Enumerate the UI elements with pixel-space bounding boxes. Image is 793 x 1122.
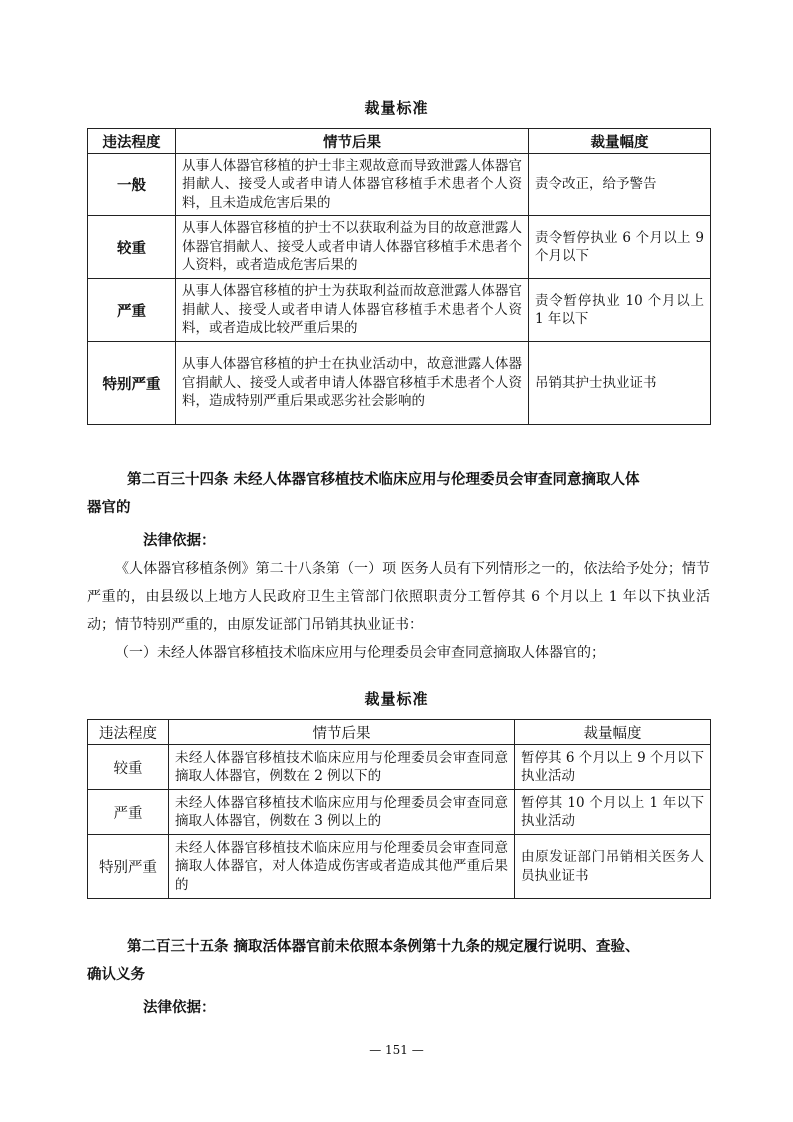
severity-cell: 特别严重 — [88, 342, 176, 425]
penalty-cell: 由原发证部门吊销相关医务人员执业证书 — [515, 835, 711, 899]
header-severity: 违法程度 — [88, 129, 176, 154]
penalty-cell: 暂停其 6 个月以上 9 个月以下执业活动 — [515, 745, 711, 790]
penalty-cell: 暂停其 10 个月以上 1 年以下执业活动 — [515, 790, 711, 835]
severity-cell: 一般 — [88, 154, 176, 216]
facts-cell: 未经人体器官移植技术临床应用与伦理委员会审查同意摘取人体器官，例数在 2 例以下的 — [169, 745, 515, 790]
law-basis-label: 法律依据： — [143, 533, 216, 549]
facts-cell: 从事人体器官移植的护士不以获取利益为目的故意泄露人体器官捐献人、接受人或者申请人体器官移植手术患者个人资料，或者造成危害后果的 — [176, 216, 529, 279]
severity-cell: 较重 — [88, 216, 176, 279]
penalty-cell: 责令暂停执业 10 个月以上 1 年以下 — [529, 279, 711, 342]
article-234-title-line2: 器官的 — [87, 500, 131, 516]
table-row — [88, 216, 711, 279]
article-234-title-line1: 第二百三十四条 未经人体器官移植技术临床应用与伦理委员会审查同意摘取人体 — [127, 472, 640, 488]
facts-cell: 从事人体器官移植的护士在执业活动中，故意泄露人体器官捐献人、接受人或者申请人体器官移植手术患者个人资料，造成特别严重后果或恶劣社会影响的 — [176, 342, 529, 425]
table2-caption: 裁量标准 — [364, 690, 429, 708]
article-235-title — [87, 933, 710, 961]
table-row — [88, 279, 711, 342]
table-row — [88, 835, 711, 899]
facts-cell: 从事人体器官移植的护士非主观故意而导致泄露人体器官捐献人、接受人或者申请人体器官移植手术患者个人资料，且未造成危害后果的 — [176, 154, 529, 216]
table1-caption: 裁量标准 — [364, 99, 429, 117]
law-basis-label: 法律依据： — [143, 1000, 216, 1016]
article-234-title — [87, 466, 710, 494]
table-header-row — [88, 720, 711, 745]
article-235-title-line2: 确认义务 — [87, 967, 145, 983]
article-235-title-cont — [87, 961, 710, 989]
facts-cell: 未经人体器官移植技术临床应用与伦理委员会审查同意摘取人体器官，对人体造成伤害或者造成其他严重后果的 — [169, 835, 515, 899]
article-234-title-cont — [87, 494, 710, 522]
header-facts: 情节后果 — [176, 129, 529, 154]
law-basis-paragraph: 《人体器官移植条例》第二十八条第（一）项 医务人员有下列情形之一的，依法给予处分；情节严重的，由县级以上地方人民政府卫生主管部门依照职责分工暂停其 6 个月以上 1 年以下执业活动；情节特别严重的，由原发证部门吊销其执业证书： — [87, 561, 710, 633]
severity-cell: 特别严重 — [88, 835, 169, 899]
header-penalty: 裁量幅度 — [529, 129, 711, 154]
penalty-cell: 责令暂停执业 6 个月以上 9 个月以下 — [529, 216, 711, 279]
table-row — [88, 745, 711, 790]
severity-cell: 严重 — [88, 279, 176, 342]
discretion-table-1 — [87, 128, 711, 425]
article-235-title-line1: 第二百三十五条 摘取活体器官前未依照本条例第十九条的规定履行说明、查验、 — [127, 939, 640, 955]
severity-cell: 较重 — [88, 745, 169, 790]
table-row — [88, 154, 711, 216]
header-severity: 违法程度 — [88, 720, 169, 745]
facts-cell: 从事人体器官移植的护士为获取利益而故意泄露人体器官捐献人、接受人或者申请人体器官移植手术患者个人资料，或者造成比较严重后果的 — [176, 279, 529, 342]
page-number: — 151 — — [369, 1043, 424, 1057]
table-row — [88, 342, 711, 425]
discretion-table-2 — [87, 719, 711, 899]
severity-cell: 严重 — [88, 790, 169, 835]
facts-cell: 未经人体器官移植技术临床应用与伦理委员会审查同意摘取人体器官，例数在 3 例以上的 — [169, 790, 515, 835]
table-row — [88, 790, 711, 835]
law-basis-item: （一）未经人体器官移植技术临床应用与伦理委员会审查同意摘取人体器官的； — [115, 645, 605, 661]
table-header-row — [88, 129, 711, 154]
header-facts: 情节后果 — [169, 720, 515, 745]
header-penalty: 裁量幅度 — [515, 720, 711, 745]
penalty-cell: 责令改正，给予警告 — [529, 154, 711, 216]
penalty-cell: 吊销其护士执业证书 — [529, 342, 711, 425]
